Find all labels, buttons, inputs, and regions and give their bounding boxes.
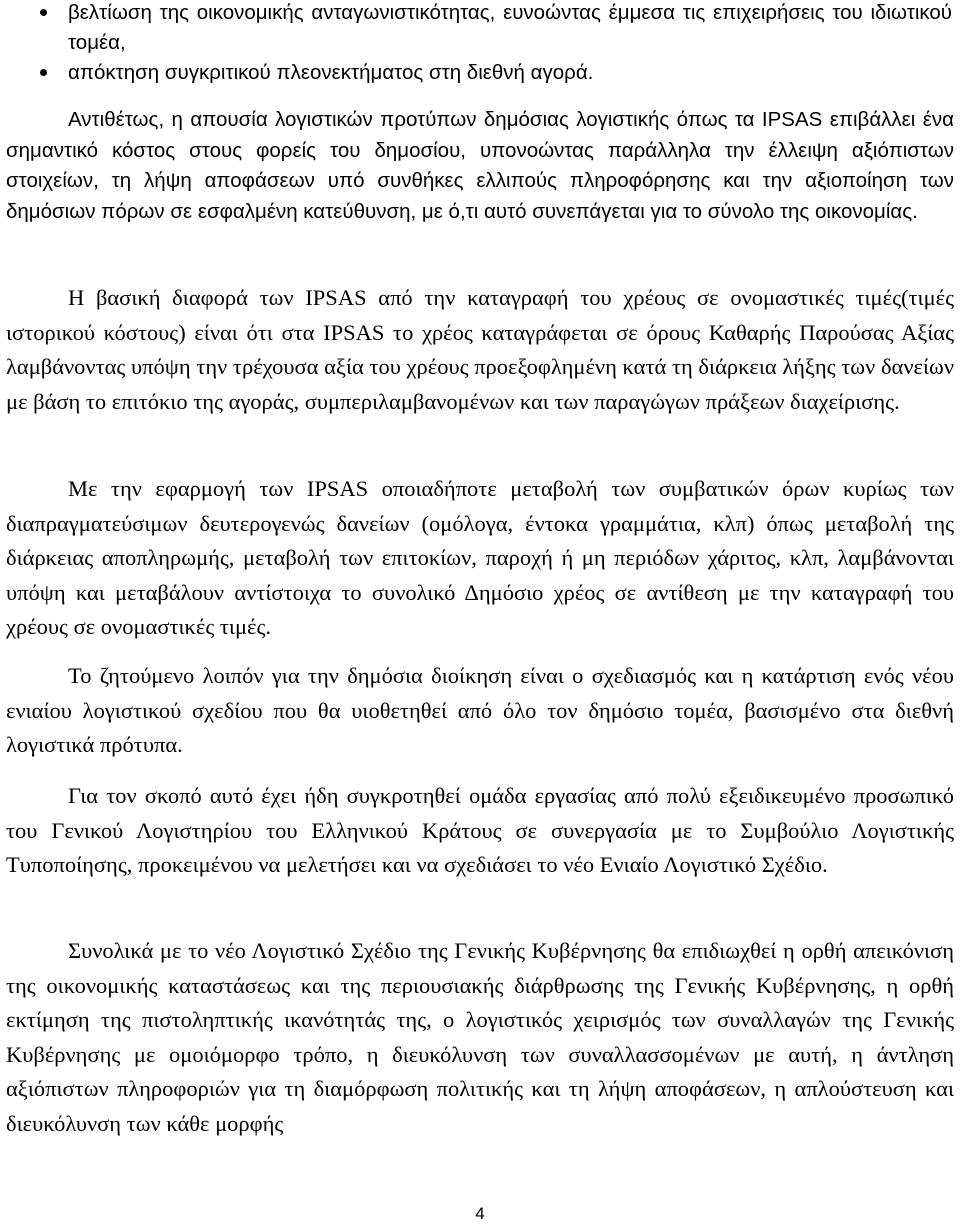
bullet-text: βελτίωση της οικονομικής ανταγωνιστικότητας, ευνοώντας έμμεσα τις επιχειρήσεις του ιδιωτικού τομέα, [68,1,952,54]
bullet-item [0,58,960,88]
paragraph-ipsas-debt-difference: Η βασική διαφορά των IPSAS από την καταγραφή του χρέους σε ονομαστικές τιμές(τιμές ιστορικού κόστους) είναι ότι στα IPSAS το χρέος καταγράφεται σε όρους Καθαρής Παρούσας Αξίας λαμβάνοντας υπόψη την τρέχουσα αξία του χρέους προεξοφλημένη κατά τη διάρκεια λήξης των δανείων με βάση το επιτόκιο της αγοράς, συμπεριλαμβανομένων και των παραγώγων πράξεων διαχείρισης. [6,285,954,414]
bullet-item [0,0,960,58]
paragraph-accounting-plan-goal: Το ζητούμενο λοιπόν για την δημόσια διοίκηση είναι ο σχεδιασμός και η κατάρτιση ενός νέου ενιαίου λογιστικού σχεδίου που θα υιοθετηθεί από όλο τον δημόσιο τομέα, βασισμένο στα διεθνή λογιστικά πρότυπα. [6,663,954,757]
paragraph-ipsas-absence: Αντιθέτως, η απουσία λογιστικών προτύπων δημόσιας λογιστικής όπως τα IPSAS επιβάλλει ένα σημαντικό κόστος στους φορείς του δημοσίου, υπονοώντας παράλληλα την έλλειψη αξιόπιστων στοιχείων, τη λήψη αποφάσεων υπό συνθήκες ελλιπούς πληροφόρησης και την αξιοποίηση των δημόσιων πόρων σε εσφαλμένη κατεύθυνση, με ό,τι αυτό συνεπάγεται για το σύνολο της οικονομίας. [6,108,954,223]
paragraph-ipsas-application: Με την εφαρμογή των IPSAS οποιαδήποτε μεταβολή των συμβατικών όρων κυρίως των διαπραγματεύσιμων δευτερογενώς δανείων (ομόλογα, έντοκα γραμμάτια, κλπ) όπως μεταβολή της διάρκειας αποπληρωμής, μεταβολή των επιτοκίων, παροχή ή μη περιόδων χάριτος, κλπ, λαμβάνονται υπόψη και μεταβάλουν αντίστοιχα το συνολικό Δημόσιο χρέος σε αντίθεση με την καταγραφή του χρέους σε ονομαστικές τιμές. [6,476,954,639]
bullet-list [0,0,960,88]
bullet-text: απόκτηση συγκριτικού πλεονεκτήματος στη διεθνή αγορά. [68,61,594,84]
paragraph-working-group: Για τον σκοπό αυτό έχει ήδη συγκροτηθεί ομάδα εργασίας από πολύ εξειδικευμένο προσωπικό του Γενικού Λογιστηρίου του Ελληνικού Κράτους σε συνεργασία με το Συμβούλιο Λογιστικής Τυποποίησης, προκειμένου να μελετήσει και να σχεδιάσει το νέο Ενιαίο Λογιστικό Σχέδιο. [6,783,954,877]
page-number: 4 [475,1204,485,1223]
bullet-icon [40,9,47,16]
paragraph-new-accounting-plan: Συνολικά με το νέο Λογιστικό Σχέδιο της Γενικής Κυβέρνησης θα επιδιωχθεί η ορθή απεικόνιση της οικονομικής καταστάσεως και της περιουσιακής διάρθρωσης της Γενικής Κυβέρνησης, η ορθή εκτίμηση της πιστοληπτικής ικανότητάς της, ο λογιστικός χειρισμός των συναλλαγών της Γενικής Κυβέρνησης με ομοιόμορφο τρόπο, η διευκόλυνση των συναλλασσομένων με αυτή, η άντληση αξιόπιστων πληροφοριών για τη διαμόρφωση πολιτικής και τη λήψη αποφάσεων, η απλούστευση και διευκόλυνση των κάθε μορφής [6,938,954,1136]
bullet-icon [40,69,47,76]
